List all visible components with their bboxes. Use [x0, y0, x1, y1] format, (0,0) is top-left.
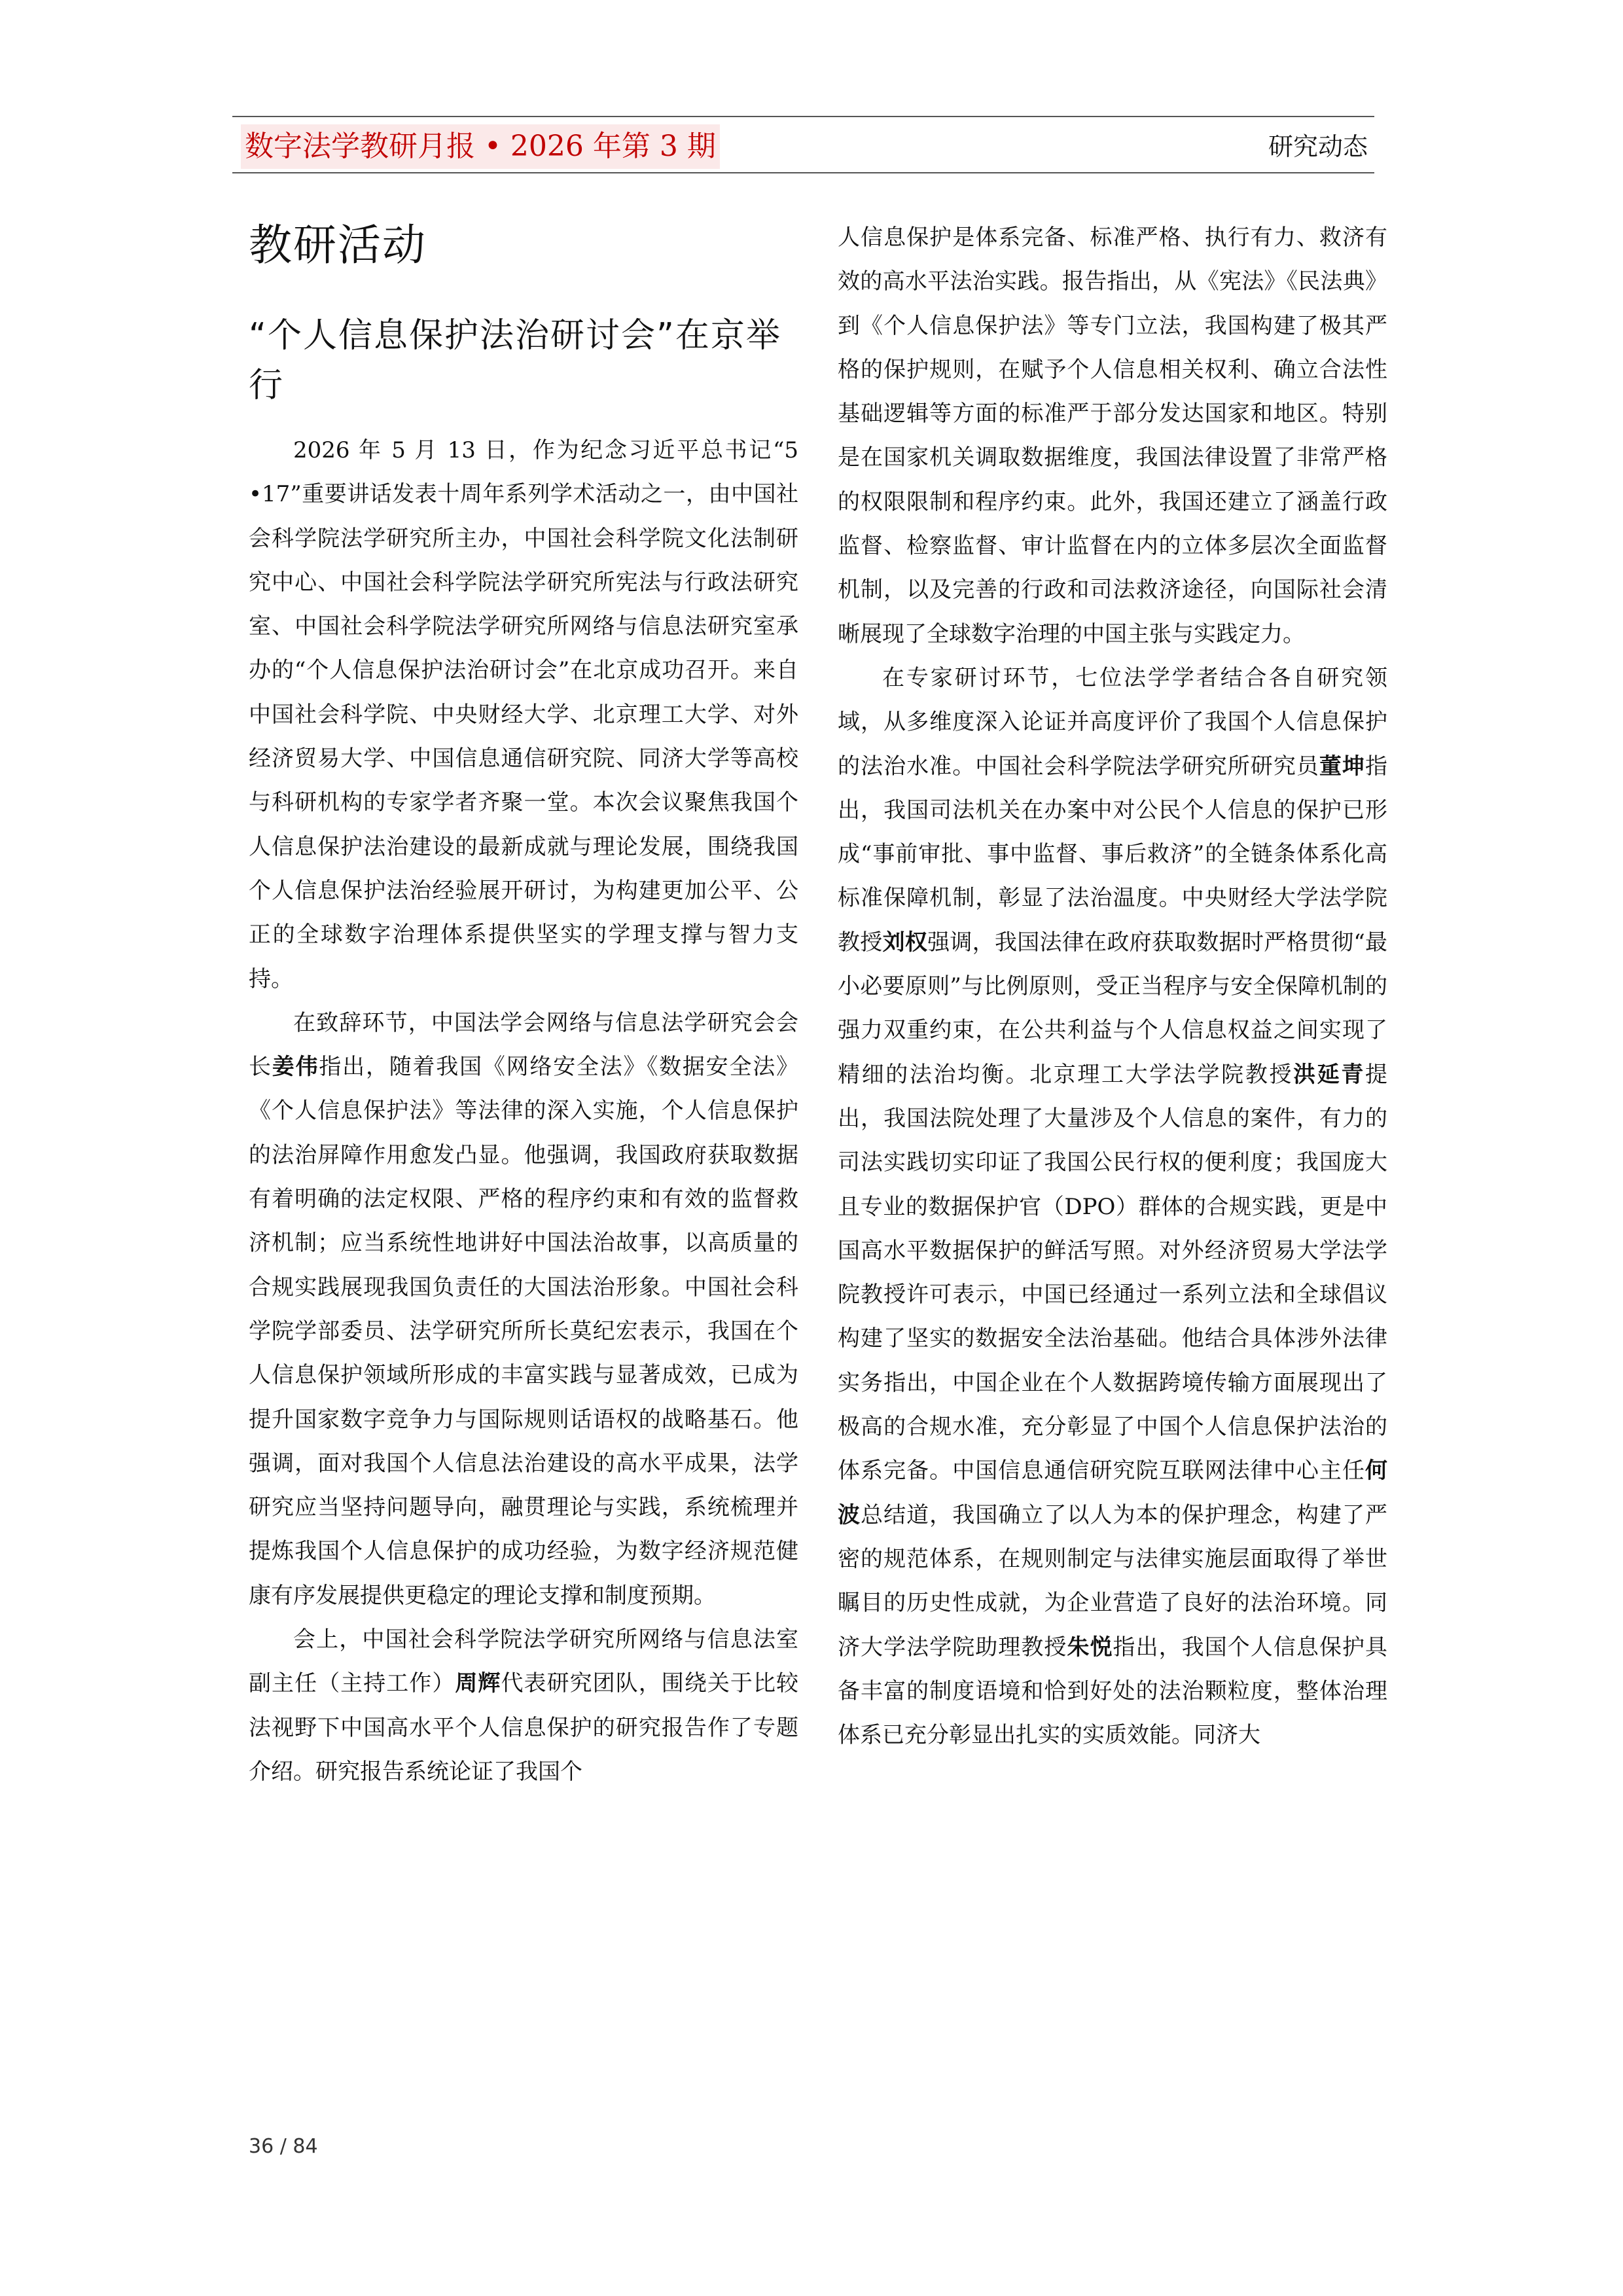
- speaker-name: 朱悦: [1067, 1634, 1113, 1660]
- journal-title: 数字法学教研月报 • 2026 年第 3 期: [241, 124, 720, 169]
- speaker-name: 何波: [838, 1458, 1387, 1528]
- header-bottom-rule: [232, 172, 1374, 173]
- speaker-name: 洪延青: [1293, 1061, 1366, 1088]
- paragraph-text: 总结道，我国确立了以人为本的保护理念，构建了严密的规范体系，在规则制定与法律实施层面取得了举世瞩目的历史性成就，为企业营造了良好的法治环境。同济大学法学院助理教授: [838, 1501, 1388, 1660]
- right-column: [838, 216, 1387, 1757]
- paragraph-text: 2026 年 5 月 13 日，作为纪念习近平总书记“5 •17”重要讲话发表十周年系列学术活动之一，由中国社会科学院法学研究所主办，中国社会科学院文化法制研究中心、中国社会科学院法学研究所宪法与行政法研究室、中国社会科学院法学研究所网络与信息法研究室承办的“个人信息保护法治研讨会”在北京成功召开。来自中国社会科学院、中央财经大学、北京理工大学、对外经济贸易大学、中国信息通信研究院、同济大学等高校与科研机构的专家学者齐聚一堂。本次会议聚焦我国个人信息保护法治建设的最新成就与理论发展，围绕我国个人信息保护法治经验展开研讨，为构建更加公平、公正的全球数字治理体系提供坚实的学理支撑与智力支持。: [249, 437, 798, 992]
- speaker-name: 姜伟: [272, 1054, 319, 1081]
- paragraph-2: [249, 1001, 798, 1618]
- paragraph-text: 会上，中国社会科学院法学研究所网络与信息法室副主任（主持工作）: [249, 1626, 798, 1697]
- paragraph-3: [249, 1618, 798, 1794]
- speaker-name: 董坤: [1319, 753, 1366, 780]
- paragraph-text: 在致辞环节，中国法学会网络与信息法学研究会会长: [249, 1009, 798, 1081]
- paragraph-text: 强调，我国法律在政府获取数据时严格贯彻“最小必要原则”与比例原则，受正当程序与安全保障机制的强力双重约束，在公共利益与个人信息权益之间实现了精细的法治均衡。北京理工大学法学院教授: [838, 929, 1388, 1088]
- paragraph-text: 指出，我国个人信息保护具备丰富的制度语境和恰到好处的法治颗粒度，整体治理体系已充分彰显出扎实的实质效能。同济大: [838, 1634, 1388, 1749]
- paragraph-text: 人信息保护是体系完备、标准严格、执行有力、救济有效的高水平法治实践。报告指出，从《宪法》《民法典》到《个人信息保护法》等专门立法，我国构建了极其严格的保护规则，在赋予个人信息相关权利、确立合法性基础逻辑等方面的标准严于部分发达国家和地区。特别是在国家机关调取数据维度，我国法律设置了非常严格的权限限制和程序约束。此外，我国还建立了涵盖行政监督、检察监督、审计监督在内的立体多层次全面监督机制，以及完善的行政和司法救济途径，向国际社会清晰展现了全球数字治理的中国主张与实践定力。: [838, 224, 1387, 647]
- speaker-name: 刘权: [882, 929, 928, 956]
- speaker-name: 周辉: [455, 1670, 501, 1697]
- paragraph-text: 在专家研讨环节，七位法学学者结合各自研究领域，从多维度深入论证并高度评价了我国个人信息保护的法治水准。中国社会科学院法学研究所研究员: [838, 664, 1387, 780]
- paragraph-text: 指出，随着我国《网络安全法》《数据安全法》《个人信息保护法》等法律的深入实施，个人信息保护的法治屏障作用愈发凸显。他强调，我国政府获取数据有着明确的法定权限、严格的程序约束和有效的监督救济机制；应当系统性地讲好中国法治故事，以高质量的合规实践展现我国负责任的大国法治形象。中国社会科学院学部委员、法学研究所所长莫纪宏表示，我国在个人信息保护领域所形成的丰富实践与显著成效，已成为提升国家数字竞争力与国际规则话语权的战略基石。他强调，面对我国个人信息法治建设的高水平成果，法学研究应当坚持问题导向，融贯理论与实践，系统梳理并提炼我国个人信息保护的成功经验，为数字经济规范健康有序发展提供更稳定的理论支撑和制度预期。: [249, 1054, 799, 1609]
- section-label: 研究动态: [1268, 132, 1368, 161]
- header-top-rule: [232, 116, 1374, 117]
- paragraph-3-continued: [838, 216, 1387, 656]
- section-heading: 教研活动: [249, 220, 427, 270]
- paragraph-1: [249, 429, 798, 1001]
- paragraph-4: [838, 656, 1387, 1757]
- paragraph-text: 指出，我国司法机关在办案中对公民个人信息的保护已形成“事前审批、事中监督、事后救济”的全链条体系化高标准保障机制，彰显了法治温度。中央财经大学法学院教授: [838, 753, 1388, 956]
- paragraph-text: 提出，我国法院处理了大量涉及个人信息的案件，有力的司法实践切实印证了我国公民行权的便利度；我国庞大且专业的数据保护官（DPO）群体的合规实践，更是中国高水平数据保护的鲜活写照。对外经济贸易大学法学院教授许可表示，中国已经通过一系列立法和全球倡议构建了坚实的数据安全法治基础。他结合具体涉外法律实务指出，中国企业在个人数据跨境传输方面展现出了极高的合规水准，充分彰显了中国个人信息保护法治的体系完备。中国信息通信研究院互联网法律中心主任: [838, 1061, 1388, 1484]
- paragraph-text: 代表研究团队，围绕关于比较法视野下中国高水平个人信息保护的研究报告作了专题介绍。研究报告系统论证了我国个: [249, 1670, 799, 1785]
- article-title: “个人信息保护法治研讨会”在京举行: [249, 316, 781, 405]
- page-number: 36 / 84: [249, 2135, 318, 2158]
- left-column: [249, 213, 798, 1794]
